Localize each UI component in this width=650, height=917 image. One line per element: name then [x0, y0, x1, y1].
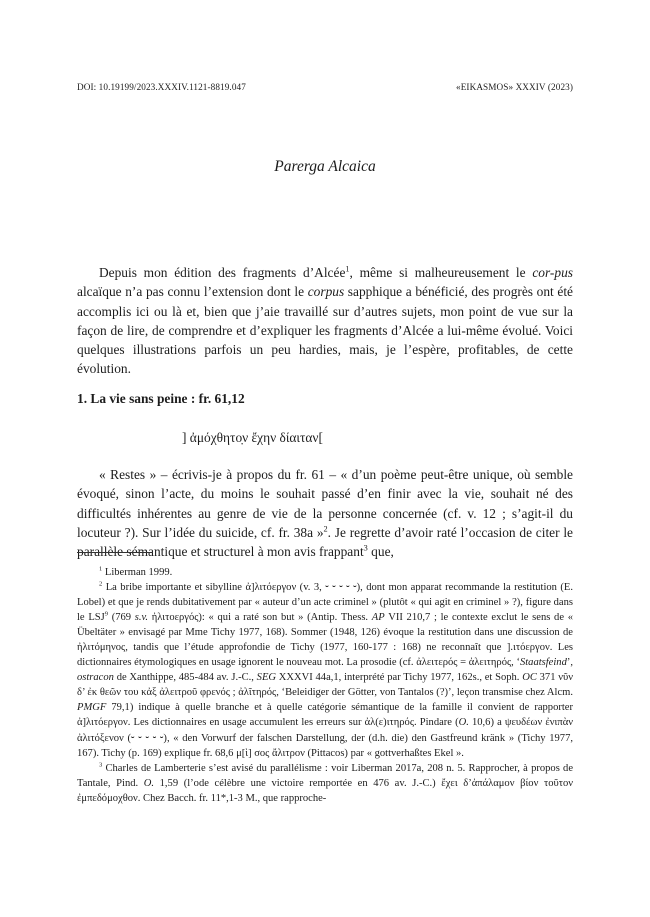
- italic-text: AP: [371, 612, 385, 624]
- footnote-marker: 1: [345, 264, 350, 274]
- text-run: , même si malheureusement le: [349, 265, 533, 280]
- footnote-3: [77, 761, 573, 806]
- italic-text: SEG: [256, 672, 277, 684]
- text-run: 1,59 (l’ode célèbre une victoire remportée en 476 av. J.-C.) ἔχει δ’ἀπάλαμον βίον τοῦτον ἐμπεδόμοχθον. Chez Bacch. fr. 11*,1-3 M., que rapproche-: [77, 777, 573, 804]
- text-run: Liberman 1999.: [102, 567, 173, 578]
- text-run: que,: [367, 544, 394, 560]
- footnote-marker: 3: [99, 761, 103, 769]
- footnote-marker: 3: [363, 543, 368, 553]
- text-run: VII 210,7 ; le contexte exclut le sens de « Übeltäter » envisagé par Mme Tichy 1977, 168). Sommer (1948, 126) évoque la restitution dans une discussion de ἠλιτόμηνος, tandis que l’étude approfondie de Tichy (1977, 160-177 : 168) ne reconnaît que ].ιτόεργον. Les dictionnaires étymologiques en usage ignorent le nouveau mot. La prosodie (cf. ἀλειτερός = ἀλειτηρός, ‘: [77, 612, 573, 669]
- footnote-separator: [77, 552, 153, 553]
- greek-quotation: ] ἀμόχθητο̣ν ἔχην δίαιταν[: [182, 430, 323, 445]
- italic-text: cor-pus: [532, 265, 573, 280]
- footnote-2: [77, 580, 573, 761]
- text-run: La bribe importante et sibylline ἀ]λιτόεργον (v. 3, ⏑ ⏑ ⏑ ⏑ ⏑), dont mon apparat recommande la restitution (E. Lobel) et que je rends dubitativement par « auteur d’un acte criminel » (plutôt « qui agit en criminel » ?), figure dans le LSJ: [77, 582, 573, 624]
- text-run: ἠλιτοεργός): « qui a raté son but » (Antip. Thess.: [148, 612, 372, 624]
- footnote-marker: 1: [99, 565, 103, 573]
- footnote-marker: 2: [99, 580, 103, 588]
- text-run: alcaïque n’a pas connu l’extension dont le: [77, 284, 308, 300]
- text-run: de Xanthippe, 485-484 av. J.-C.,: [113, 672, 257, 684]
- italic-text: OC: [522, 672, 537, 684]
- section-paragraph: [77, 465, 573, 561]
- section-paragraph-text: [77, 465, 573, 561]
- intro-paragraph: [77, 263, 573, 379]
- text-run: XXXVI 44a,1, interprété par Tichy 1977, 162s., et Soph.: [276, 672, 523, 684]
- journal-header: «EIKASMOS» XXXIV (2023): [456, 82, 573, 92]
- footnote-marker: 2: [323, 524, 328, 534]
- footnote-marker: 9: [104, 610, 108, 618]
- text-run: ’,: [566, 657, 573, 669]
- doi-header: DOI: 10.19199/2023.XXXIV.1121-8819.047: [77, 82, 246, 92]
- intro-text: [77, 263, 573, 379]
- text-run: Charles de Lamberterie s’est avisé du parallélisme : voir Liberman 2017a, 208 n. 5. Rapprocher, à propos de Tantale, Pind.: [77, 762, 573, 789]
- italic-text: corpus: [307, 284, 345, 300]
- footnotes: [77, 565, 573, 806]
- italic-text: PMGF: [77, 702, 107, 714]
- text-run: . Je regrette d’avoir raté l’occasion de citer le parallèle sémantique et structurel à mon avis frappant: [77, 524, 573, 560]
- article-title: Parerga Alcaica: [274, 158, 376, 175]
- italic-text: Staatsfeind: [519, 657, 567, 669]
- text-run: (769: [108, 612, 135, 624]
- text-run: « Restes » – écrivis-je à propos du fr. 61 – « d’un poème peut-être unique, où semble évoqué, sinon l’acte, du moins le souhait passé d’en finir avec la vie, souhait né des difficultés inhérentes au genre de vie de la personne concernée (cf. v. 12 ; s’agit-il du locuteur ?). Sur l’idée du suicide, cf. fr. 38a »: [77, 467, 573, 540]
- italic-text: ostracon: [77, 672, 114, 684]
- text-run: sapphique a bénéficié, des progrès ont été accomplis ici ou là et, bien que j’aie travaillé sur d’autres sujets, mon point de vue sur la façon de lire, de comprendre et d’expliquer les fragments d’Alcée a lui-même évolué. Voici quelques illustrations parfois un peu hardies, mais, je l’espère, profitables, de cette évolution.: [77, 284, 574, 377]
- italic-text: O.: [143, 777, 155, 789]
- italic-text: s.v.: [134, 612, 149, 624]
- text-run: 371 νῦν δ’ ἐκ θεῶν του κἀξ ἀλειτροῦ φρενός ; ἀλῖτηρός, ‘Beleidiger der Götter, von Tantalos (?)’, leçon transmise chez Alcm.: [77, 672, 573, 699]
- italic-text: O.: [458, 717, 469, 729]
- text-run: 79,1) indique à quelle branche et à quelle catégorie sémantique de la famille il convient de rapporter ἀ]λιτόεργον. Les dictionnaires en usage accumulent les erreurs sur ἀλ(ε)ιτηρός. Pindare (: [77, 702, 573, 729]
- section-heading: 1. La vie sans peine : fr. 61,12: [77, 391, 245, 406]
- text-run: Depuis mon édition des fragments d’Alcée: [99, 265, 346, 280]
- text-run: 10,6) a ψευδέων ἐνιπὰν ἀλιτόξενον (⏑ ⏑ ⏑ ⏑ ⏑), « den Vorwurf der falschen Darstellung, der (d.h. die) den Gastfreund kränk » (Tichy 1977, 167). Tichy (p. 169) explique fr. 68,6 μ[ὶ] σος ἄλιτρον (Pittacos) par « gottverhaßtes Ekel ».: [77, 717, 574, 759]
- footnote-1: [77, 565, 573, 580]
